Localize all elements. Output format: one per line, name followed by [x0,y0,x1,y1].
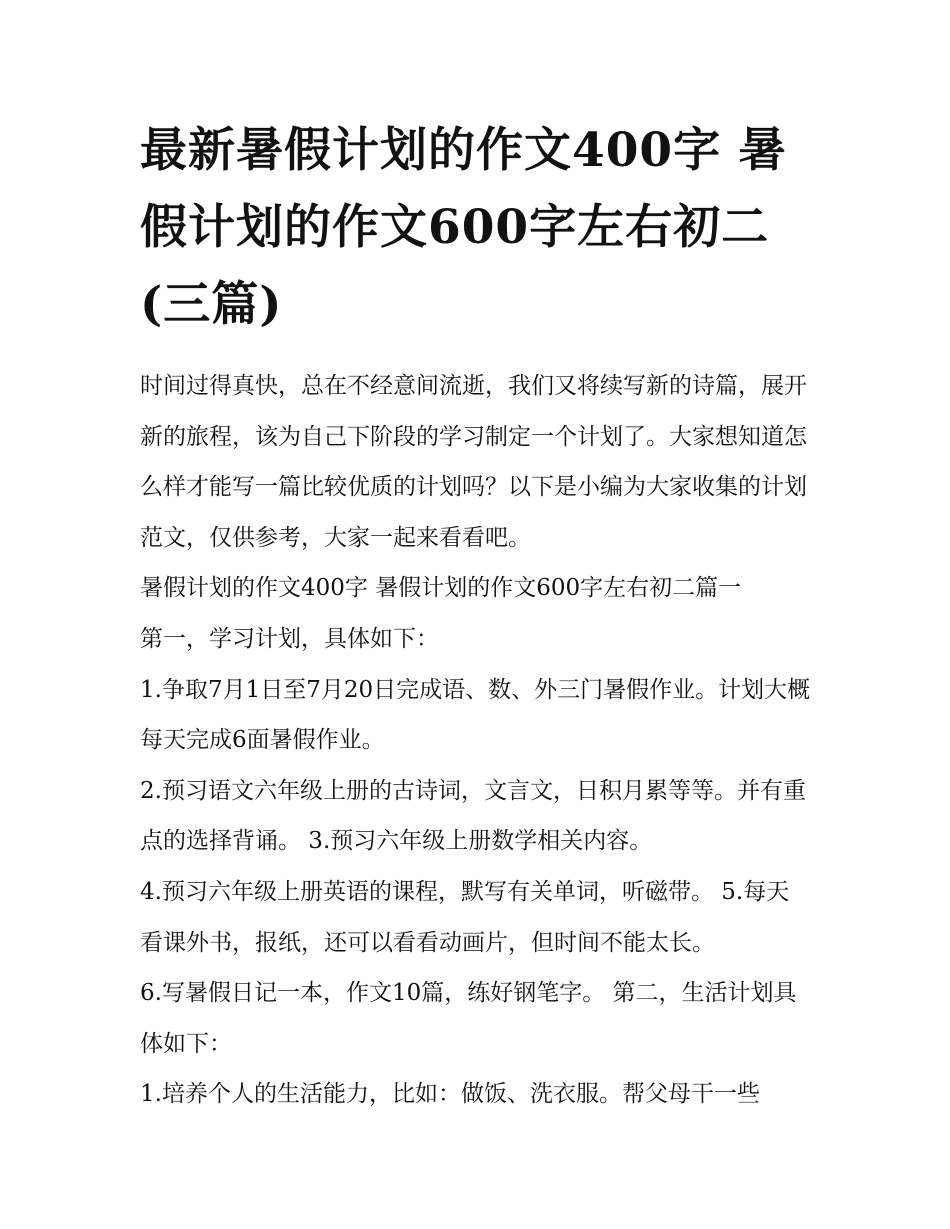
paragraph-item-6-life-plan: 6.写暑假日记一本，作文10篇，练好钢笔字。 第二，生活计划具体如下： [140,980,797,1057]
paragraph-item-2-3: 2.预习语文六年级上册的古诗词，文言文，日积月累等等。并有重点的选择背诵。 3.预习六年级上册数学相关内容。 [140,777,806,855]
document-body [140,361,812,1120]
document-page [140,112,812,1120]
document-title: 最新暑假计划的作文400字 暑假计划的作文600字左右初二(三篇) [140,123,787,332]
paragraph-section-heading: 暑假计划的作文400字 暑假计划的作文600字左右初二篇一 [140,575,742,602]
paragraph-study-plan: 第一，学习计划，具体如下： [140,625,439,652]
paragraph-item-1: 1.争取7月1日至7月20日完成语、数、外三门暑假作业。计划大概每天完成6面暑假作业。 [140,676,811,754]
paragraph-item-4-5: 4.预习六年级上册英语的课程，默写有关单词，听磁带。 5.每天看课外书，报纸，还可以看看动画片，但时间不能太长。 [140,878,790,956]
paragraph-life-item-1: 1.培养个人的生活能力，比如：做饭、洗衣服。帮父母干一些 [140,1081,760,1108]
paragraph-intro: 时间过得真快，总在不经意间流逝，我们又将续写新的诗篇，展开新的旅程，该为自己下阶段的学习制定一个计划了。大家想知道怎么样才能写一篇比较优质的计划吗？以下是小编为大家收集的计划范文，仅供参考，大家一起来看看吧。 [140,373,807,551]
